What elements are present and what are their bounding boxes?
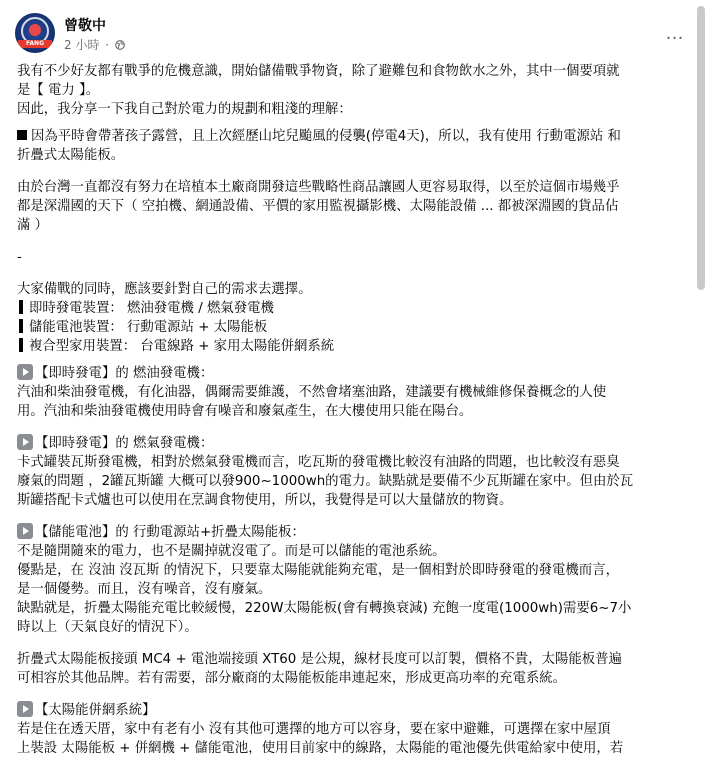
play-arrow-icon bbox=[17, 523, 33, 539]
author-avatar[interactable] bbox=[15, 13, 55, 53]
avatar-logo-core bbox=[29, 24, 41, 36]
text-line: 上裝設 太陽能板 + 併網機 + 儲能電池，使用目前家中的線路，太陽能的電池優先供電給家中使用，若 bbox=[17, 741, 624, 756]
text-line: 斯罐搭配卡式爐也可以使用在烹調食物使用，所以，我覺得是可以大量儲放的物資。 bbox=[17, 493, 513, 508]
section-title bbox=[17, 701, 693, 720]
list-item-label: 儲能電池裝置： 行動電源站 + 太陽能板 bbox=[29, 320, 268, 335]
vertical-bar-icon bbox=[19, 319, 23, 333]
text-line: 是一個優勢。而且，沒有噪音，沒有廢氣。 bbox=[17, 582, 272, 597]
section-title-text: 【即時發電】的 燃油發電機： bbox=[35, 366, 214, 381]
text-line: 優點是，在 沒油 沒瓦斯 的情況下，只要靠太陽能就能夠充電，是一個相對於即時發電的發電機而言， bbox=[17, 563, 619, 578]
text-line: 是【 電力 】。 bbox=[17, 83, 100, 98]
text-line: 卡式罐裝瓦斯發電機，相對於燃氣發電機而言，吃瓦斯的發電機比較沒有油路的問題，也比較沒有惡臭 bbox=[17, 455, 620, 470]
text-line bbox=[17, 127, 693, 146]
text-line: 缺點就是，折疊太陽能充電比較緩慢，220W太陽能板(會有轉換衰減) 充飽一度電(1000wh)需要6~7小 bbox=[17, 601, 632, 616]
post-header bbox=[0, 0, 708, 62]
text-line: 由於台灣一直都沒有努力在培植本土廠商開發這些戰略性商品讓國人更容易取得，以至於這個市場幾乎 bbox=[17, 180, 620, 195]
author-name[interactable]: 曾敬中 bbox=[64, 18, 106, 34]
text-line: 都是深淵國的天下（ 空拍機、網通設備、平價的家用監視攝影機、太陽能設備 ... 都被深淵國的貨品佔 bbox=[17, 199, 619, 214]
list-item bbox=[17, 299, 693, 318]
play-arrow-icon bbox=[17, 701, 33, 717]
text-line: 因此，我分享一下我自己對於電力的規劃和粗淺的理解： bbox=[17, 102, 352, 117]
text-line: 時以上（天氣良好的情況下）。 bbox=[17, 620, 198, 635]
text-line: 滿 ） bbox=[17, 218, 49, 233]
text-line: 用。汽油和柴油發電機使用時會有噪音和廢氣產生，在大樓使用只能在陽台。 bbox=[17, 404, 473, 419]
section-title bbox=[17, 523, 693, 542]
vertical-bar-icon bbox=[19, 338, 23, 352]
text-line: 不是隨開隨來的電力，也不是關掉就沒電了。而是可以儲能的電池系統。 bbox=[17, 544, 446, 559]
text-line: 廢氣的問題 ，2罐瓦斯罐 大概可以發900~1000wh的電力。缺點就是要備不少瓦斯罐在家中。但由於瓦 bbox=[17, 474, 634, 489]
avatar-logo-tag: FANG bbox=[18, 40, 52, 48]
vertical-bar-icon bbox=[19, 300, 23, 314]
list-item-label: 複合型家用裝置： 台電線路 + 家用太陽能併網系統 bbox=[29, 339, 335, 354]
text-line: 可相容於其他品牌。若有需要，部分廠商的太陽能板能串連起來，形成更高功率的充電系統。 bbox=[17, 671, 567, 686]
section-title bbox=[17, 364, 693, 383]
post-body bbox=[17, 62, 693, 758]
text-line: 汽油和柴油發電機，有化油器，偶爾需要維護，不然會堵塞油路，建議要有機械維修保養概念的人使 bbox=[17, 385, 607, 400]
play-arrow-icon bbox=[17, 434, 33, 450]
text-span: 因為平時會帶著孩子露營，且上次經歷山坨兒颱風的侵襲(停電4天)，所以，我有使用 行動電源站 和 bbox=[31, 129, 621, 144]
text-line: 折疊式太陽能板。 bbox=[17, 148, 125, 163]
play-arrow-icon bbox=[17, 364, 33, 380]
text-line: - bbox=[17, 250, 22, 265]
text-line: 大家備戰的同時，應該要針對自己的需求去選擇。 bbox=[17, 282, 312, 297]
text-line: 我有不少好友都有戰爭的危機意識，開始儲備戰爭物資，除了避難包和食物飲水之外，其中一個要項就 bbox=[17, 64, 620, 79]
text-line: 若是住在透天厝，家中有老有小 沒有其他可選擇的地方可以容身，要在家中避難，可選擇在家中屋頂 bbox=[17, 722, 611, 737]
meta-separator: · bbox=[105, 38, 110, 52]
section-title bbox=[17, 434, 693, 453]
section-title-text: 【太陽能併網系統】 bbox=[35, 703, 156, 718]
globe-icon[interactable] bbox=[115, 39, 125, 49]
section-title-text: 【即時發電】的 燃氣發電機： bbox=[35, 436, 214, 451]
post-meta bbox=[64, 36, 125, 53]
post-time[interactable]: 2 小時 bbox=[64, 38, 100, 52]
list-item bbox=[17, 318, 693, 337]
list-item bbox=[17, 337, 693, 356]
section-title-text: 【儲能電池】的 行動電源站+折疊太陽能板： bbox=[35, 525, 305, 540]
text-line: 折疊式太陽能板接頭 MC4 + 電池端接頭 XT60 是公規，線材長度可以訂製，價格不貴，太陽能板普遍 bbox=[17, 652, 622, 667]
scrollbar-thumb[interactable] bbox=[697, 6, 705, 290]
more-options-icon[interactable]: … bbox=[665, 22, 685, 44]
list-item-label: 即時發電裝置： 燃油發電機 / 燃氣發電機 bbox=[29, 301, 274, 316]
black-square-icon bbox=[17, 130, 27, 140]
